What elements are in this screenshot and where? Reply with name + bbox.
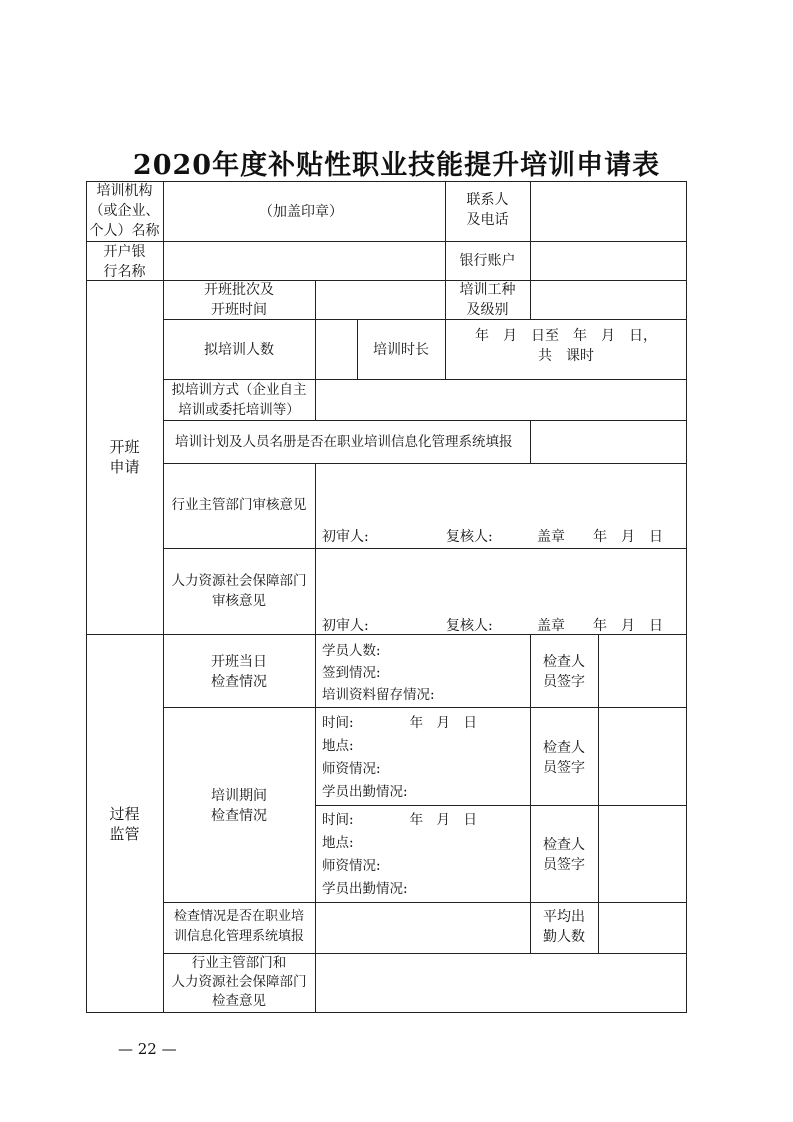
opening-day-details[interactable]: 学员人数: 签到情况: 培训资料留存情况:	[322, 643, 435, 703]
account-field[interactable]	[532, 243, 685, 278]
duration-label: 培训时长	[373, 342, 429, 358]
seal-note: （加盖印章）	[259, 204, 343, 220]
section-process-supervision: 过程 监管	[109, 805, 140, 843]
seal-date-label: 盖章 年 月 日	[537, 529, 663, 545]
row-divider	[163, 902, 687, 903]
org-name-field[interactable]	[165, 183, 443, 239]
contact-field[interactable]	[532, 183, 685, 239]
row-divider	[163, 463, 687, 464]
inspection-system-filing-field[interactable]	[317, 904, 528, 951]
inspector-signature-label: 检查人 员签字	[543, 654, 585, 690]
row-divider	[315, 805, 687, 806]
avg-attendance-label: 平均出 勤人数	[543, 909, 585, 945]
industry-review-label: 行业主管部门审核意见	[171, 497, 307, 513]
duration-value[interactable]: 年 月 日至 年 月 日， 共 课时	[475, 328, 657, 364]
inspector-signature-field[interactable]	[600, 807, 685, 900]
batch-time-field[interactable]	[317, 282, 443, 317]
second-reviewer-label: 复核人:	[446, 618, 493, 634]
headcount-field[interactable]	[317, 321, 355, 377]
opening-day-label: 开班当日 检查情况	[211, 654, 267, 690]
row-divider	[163, 548, 687, 549]
second-reviewer-label: 复核人:	[446, 529, 493, 545]
batch-time-label: 开班批次及 开班时间	[204, 282, 274, 318]
dept-opinion-label: 行业主管部门和 人力资源社会保障部门 检查意见	[171, 955, 307, 1009]
row-divider	[163, 707, 687, 708]
inspector-signature-field[interactable]	[600, 636, 685, 705]
training-method-field[interactable]	[317, 381, 685, 418]
col-divider	[530, 181, 531, 319]
col-divider	[530, 420, 531, 463]
first-reviewer-label: 初审人:	[322, 618, 369, 634]
period-inspection-label: 培训期间 检查情况	[211, 788, 267, 824]
col-divider	[315, 463, 316, 634]
bank-name-field[interactable]	[165, 243, 443, 278]
col-divider	[598, 634, 599, 902]
account-label: 银行账户	[459, 253, 516, 269]
system-filing-question: 培训计划及人员名册是否在职业培训信息化管理系统填报	[175, 434, 513, 450]
dept-opinion-field[interactable]	[317, 955, 685, 1011]
inspector-signature-label: 检查人 员签字	[543, 740, 585, 776]
inspector-signature-field[interactable]	[600, 709, 685, 803]
inspector-signature-label: 检查人 员签字	[543, 837, 585, 873]
period-inspection-details-1[interactable]: 时间: 年 月 日 地点: 师资情况: 学员出勤情况:	[322, 715, 478, 800]
col-divider	[315, 280, 316, 319]
period-inspection-details-2[interactable]: 时间: 年 月 日 地点: 师资情况: 学员出勤情况:	[322, 812, 478, 897]
section-class-application: 开班 申请	[109, 438, 140, 476]
org-name-label: 培训机构 （或企业、 个人）名称	[89, 183, 160, 239]
seal-date-label: 盖章 年 月 日	[537, 618, 663, 634]
col-divider	[598, 902, 599, 953]
trade-level-label: 培训工种 及级别	[459, 282, 516, 318]
col-divider	[315, 634, 316, 1013]
col-divider	[315, 319, 316, 379]
avg-attendance-field[interactable]	[600, 904, 685, 951]
col-divider	[315, 379, 316, 420]
hr-review-label: 人力资源社会保障部门 审核意见	[171, 573, 307, 609]
form-title: 2020年度补贴性职业技能提升培训申请表	[132, 150, 661, 181]
bank-name-label: 开户银 行名称	[103, 244, 146, 280]
page-number: — 22 —	[118, 1040, 177, 1058]
row-divider	[86, 241, 687, 242]
training-method-label: 拟培训方式（企业自主 培训或委托培训等）	[171, 382, 307, 418]
trade-level-field[interactable]	[532, 282, 685, 317]
headcount-label: 拟培训人数	[204, 342, 274, 358]
first-reviewer-label: 初审人:	[322, 529, 369, 545]
inspection-system-filing-label: 检查情况是否在职业培 训信息化管理系统填报	[173, 909, 304, 944]
contact-label: 联系人 及电话	[466, 192, 509, 228]
system-filing-field[interactable]	[532, 422, 685, 461]
row-divider	[163, 420, 687, 421]
